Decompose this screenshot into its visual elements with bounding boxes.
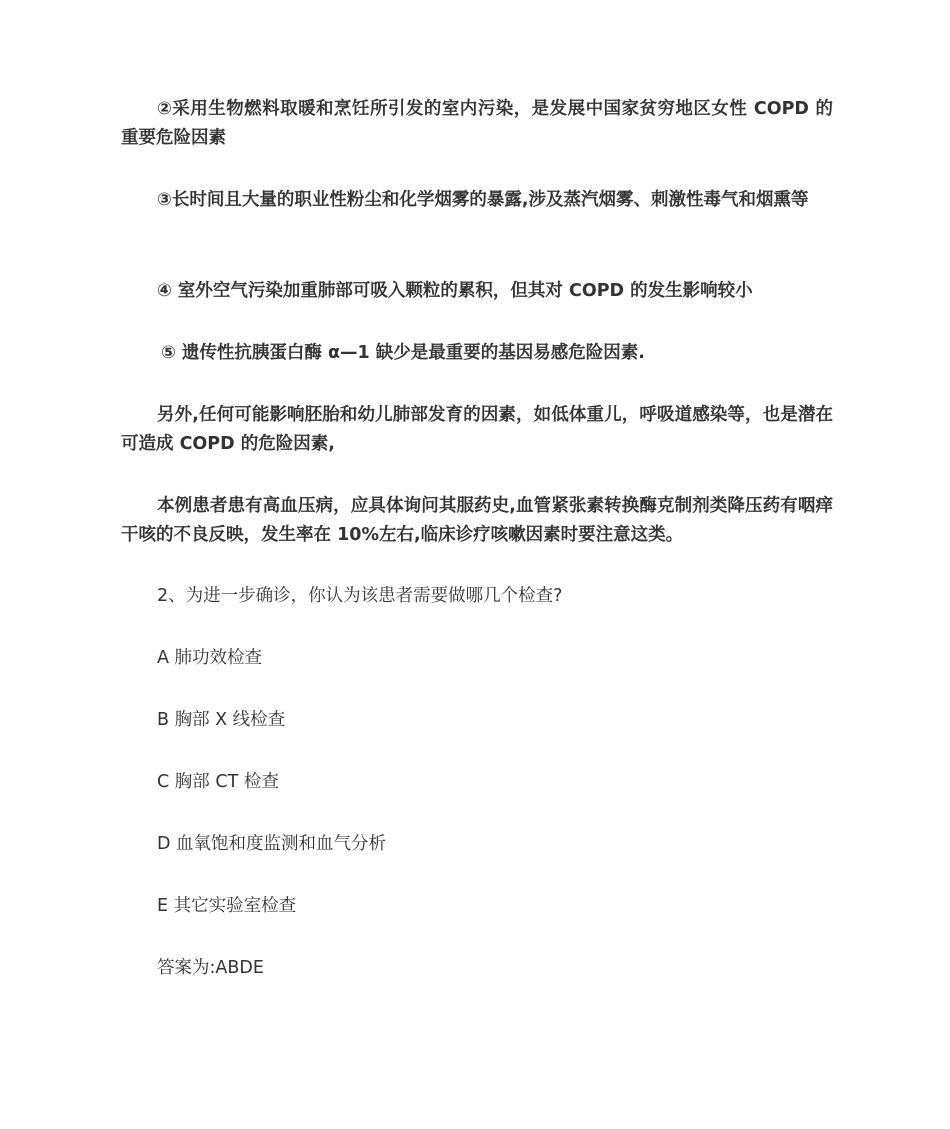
question-text: 2、为进一步确诊，你认为该患者需要做哪几个检查? [157, 586, 563, 606]
option-b: B 胸部 X 线检查 [157, 710, 286, 730]
option-a: A 肺功效检查 [157, 648, 263, 668]
paragraph-outdoor-pollution: ④ 室外空气污染加重肺部可吸入颗粒的累积，但其对 COPD 的发生影响较小 [157, 281, 753, 301]
paragraph-indoor-pollution: ②采用生物燃料取暖和烹饪所引发的室内污染，是发展中国家贫穷地区女性 COPD 的重要危险因素 [121, 99, 833, 148]
option-d: D 血氧饱和度监测和血气分析 [157, 834, 387, 854]
answer-text: 答案为:ABDE [157, 958, 264, 978]
option-e: E 其它实验室检查 [157, 896, 297, 916]
option-c: C 胸部 CT 检查 [157, 772, 279, 792]
paragraph-genetic-factor: ⑤ 遗传性抗胰蛋白酶 α—1 缺少是最重要的基因易感危险因素. [161, 343, 645, 363]
paragraph-patient-history: 本例患者患有高血压病，应具体询问其服药史,血管紧张素转换酶克制剂类降压药有咽痒干咳的不良反映，发生率在 10%左右,临床诊疗咳嗽因素时要注意这类。 [121, 496, 833, 545]
paragraph-occupational-exposure: ③长时间且大量的职业性粉尘和化学烟雾的暴露,涉及蒸汽烟雾、刺激性毒气和烟熏等 [157, 190, 809, 210]
paragraph-other-factors: 另外,任何可能影响胚胎和幼儿肺部发育的因素，如低体重儿，呼吸道感染等，也是潜在可造成 COPD 的危险因素, [121, 405, 833, 454]
